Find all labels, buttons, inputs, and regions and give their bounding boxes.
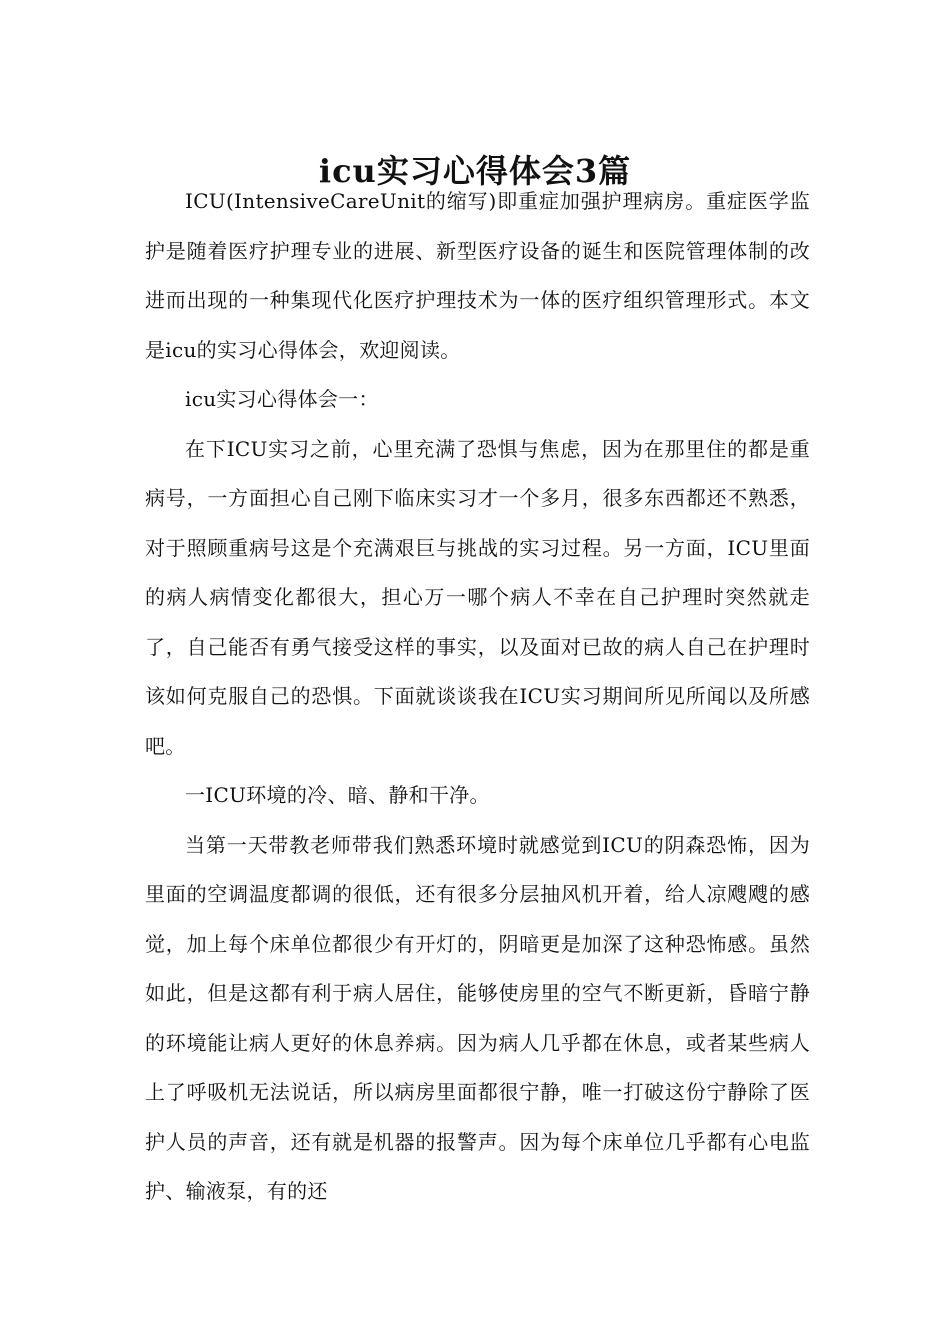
paragraph-intro: ICU(IntensiveCareUnit的缩写)即重症加强护理病房。重症医学监护是随着医疗护理专业的进展、新型医疗设备的诞生和医院管理体制的改进而出现的一种集现代化医疗护理技术为一体的医疗组织管理形式。本文是icu的实习心得体会，欢迎阅读。 bbox=[145, 189, 810, 362]
paragraph-heading-one: icu实习心得体会一： bbox=[185, 387, 379, 411]
document-title: icu实习心得体会3篇 bbox=[318, 152, 632, 191]
paragraph-environment-detail: 当第一天带教老师带我们熟悉环境时就感觉到ICU的阴森恐怖，因为里面的空调温度都调的很低，还有很多分层抽风机开着，给人凉飕飕的感觉，加上每个床单位都很少有开灯的，阴暗更是加深了这种恐怖感。虽然如此，但是这都有利于病人居住，能够使房里的空气不断更新，昏暗宁静的环境能让病人更好的休息养病。因为病人几乎都在休息，或者某些病人上了呼吸机无法说话，所以病房里面都很宁静，唯一打破这份宁静除了医护人员的声音，还有就是机器的报警声。因为每个床单位几乎都有心电监护、输液泵，有的还 bbox=[145, 832, 810, 1203]
document-body bbox=[145, 177, 810, 1217]
paragraph-before-icu: 在下ICU实习之前，心里充满了恐惧与焦虑，因为在那里住的都是重病号，一方面担心自己刚下临床实习才一个多月，很多东西都还不熟悉，对于照顾重病号这是个充满艰巨与挑战的实习过程。另一方面，ICU里面的病人病情变化都很大，担心万一哪个病人不幸在自己护理时突然就走了，自己能否有勇气接受这样的事实，以及面对已故的病人自己在护理时该如何克服自己的恐惧。下面就谈谈我在ICU实习期间所见所闻以及所感吧。 bbox=[145, 436, 810, 758]
paragraph-section-environment: 一ICU环境的冷、暗、静和干净。 bbox=[185, 783, 490, 807]
